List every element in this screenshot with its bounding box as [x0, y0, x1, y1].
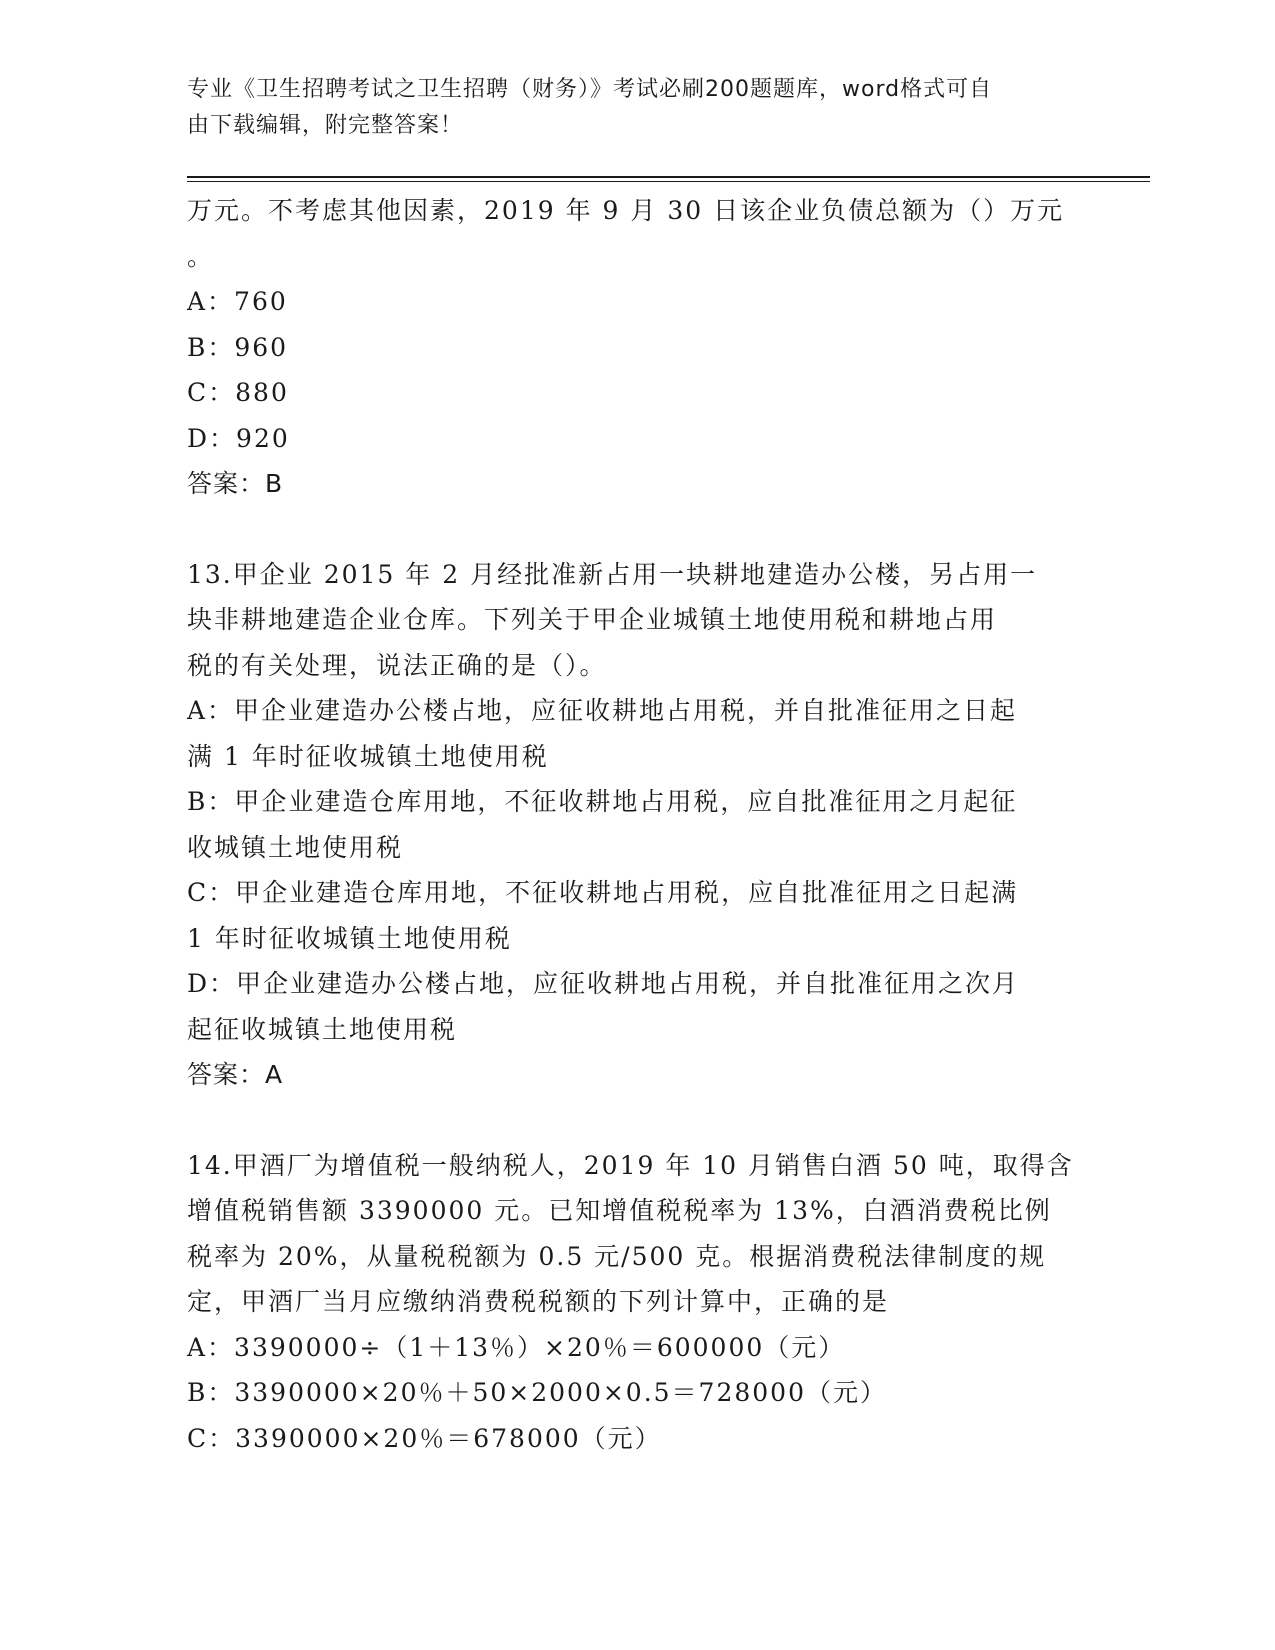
option-d: D：920 — [187, 423, 290, 453]
option-c-cont: 1 年时征收城镇土地使用税 — [187, 923, 512, 953]
option-c: C：甲企业建造仓库用地，不征收耕地占用税，应自批准征用之日起满 — [187, 878, 1019, 907]
header-line-2: 由下载编辑，附完整答案！ — [187, 113, 464, 138]
answer-line: 答案：B — [187, 469, 284, 498]
question-stem-line: 税的有关处理，说法正确的是（）。 — [187, 650, 607, 680]
question-stem-line: 增值税销售额 3390000 元。已知增值税税率为 13%，白酒消费税比例 — [187, 1196, 1052, 1225]
option-d-cont: 起征收城镇土地使用税 — [187, 1014, 458, 1044]
question-12 — [187, 188, 1087, 507]
question-stem-line: 万元。不考虑其他因素，2019 年 9 月 30 日该企业负债总额为（）万元 — [187, 196, 1065, 225]
option-a: A：760 — [187, 287, 288, 316]
option-b: B：3390000×20％＋50×2000×0.5＝728000（元） — [187, 1378, 887, 1407]
question-14 — [187, 1143, 1087, 1462]
question-stem-line: 块非耕地建造企业仓库。下列关于甲企业城镇土地使用税和耕地占用 — [187, 605, 998, 634]
option-b-cont: 收城镇土地使用税 — [187, 832, 404, 862]
question-stem-line: 税率为 20%，从量税税额为 0.5 元/500 克。根据消费税法律制度的规 — [187, 1241, 1047, 1271]
header-rule-thin — [187, 181, 1150, 182]
question-stem-line: 定，甲酒厂当月应缴纳消费税税额的下列计算中，正确的是 — [187, 1287, 890, 1316]
header-line-1: 专业《卫生招聘考试之卫生招聘（财务）》考试必刷200题题库，word格式可自 — [187, 77, 993, 102]
question-13 — [187, 552, 1087, 1098]
answer-line: 答案：A — [187, 1060, 284, 1089]
header-rule-thick — [187, 176, 1150, 178]
question-stem-line: 14.甲酒厂为增值税一般纳税人，2019 年 10 月销售白酒 50 吨，取得含 — [187, 1150, 1074, 1180]
option-a: A：甲企业建造办公楼占地，应征收耕地占用税，并自批准征用之日起 — [187, 696, 1018, 725]
option-c: C：880 — [187, 378, 289, 407]
option-a-cont: 满 1 年时征收城镇土地使用税 — [187, 741, 549, 771]
option-b: B：960 — [187, 332, 289, 362]
option-d: D：甲企业建造办公楼占地，应征收耕地占用税，并自批准征用之次月 — [187, 969, 1020, 998]
spacer — [187, 1098, 1087, 1143]
option-b: B：甲企业建造仓库用地，不征收耕地占用税，应自批准征用之月起征 — [187, 787, 1018, 816]
document-body — [187, 188, 1087, 1461]
document-header — [187, 72, 1067, 144]
option-a: A：3390000÷（1＋13％）×20％＝600000（元） — [187, 1332, 846, 1362]
question-stem-line: 13.甲企业 2015 年 2 月经批准新占用一块耕地建造办公楼，另占用一 — [187, 559, 1038, 589]
option-c: C：3390000×20％＝678000（元） — [187, 1423, 662, 1453]
question-stem-line: 。 — [187, 241, 215, 271]
spacer — [187, 507, 1087, 552]
